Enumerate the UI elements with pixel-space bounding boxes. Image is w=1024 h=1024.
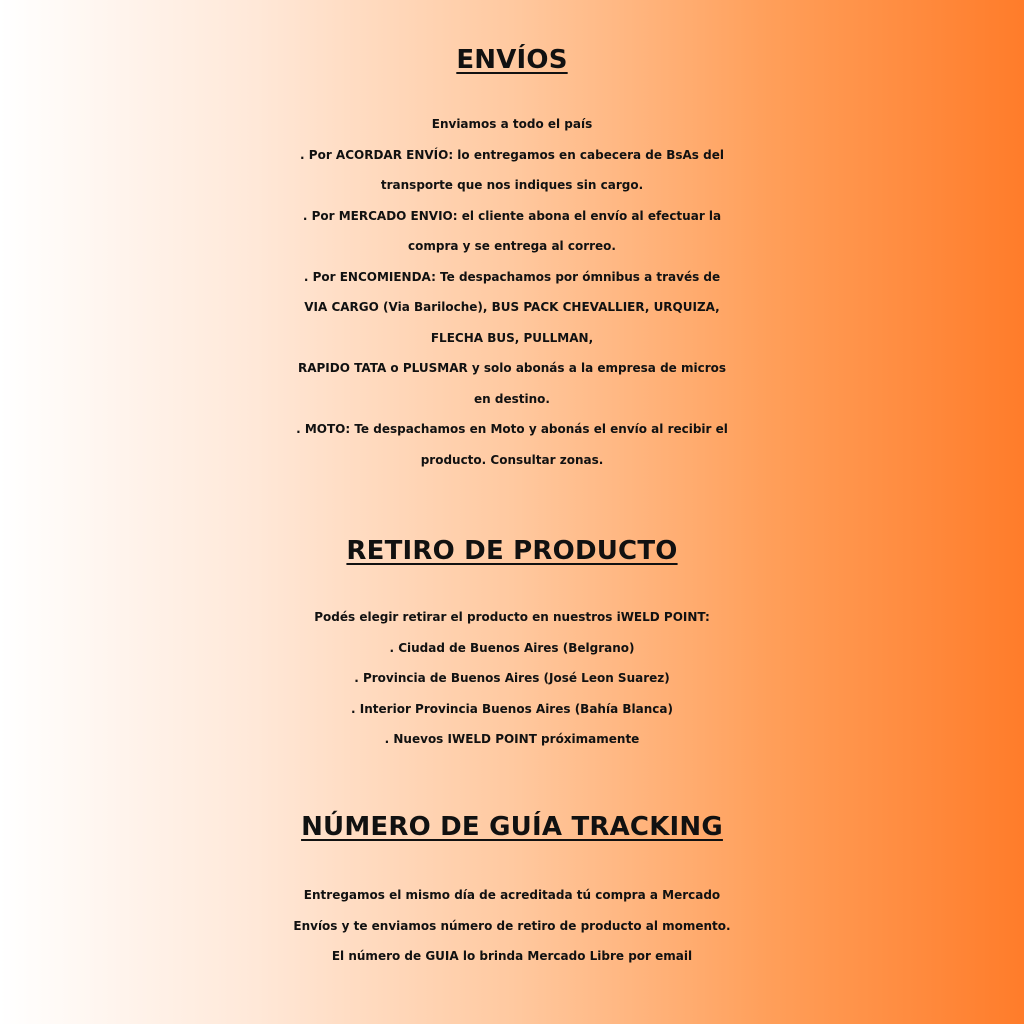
guia-section — [0, 810, 1024, 972]
envios-line: en destino. — [474, 391, 550, 406]
envios-line: Enviamos a todo el país — [431, 117, 593, 131]
envios-line: producto. Consultar zonas. — [420, 452, 604, 467]
envios-line: . Por ENCOMIENDA: Te despachamos por ómnibus a través de — [303, 269, 721, 284]
envios-line: compra y se entrega al correo. — [408, 239, 616, 253]
retiro-title: RETIRO DE PRODUCTO — [346, 536, 678, 566]
envios-line: . MOTO: Te despachamos en Moto y abonás el envío al recibir el — [296, 422, 728, 436]
retiro-line: . Ciudad de Buenos Aires (Belgrano) — [389, 640, 635, 655]
guia-line: Envíos y te enviamos número de retiro de producto al momento. — [293, 918, 731, 933]
retiro-body — [0, 602, 1024, 755]
envios-line: . Por ACORDAR ENVÍO: lo entregamos en cabecera de BsAs del — [300, 147, 724, 162]
envios-line: RAPIDO TATA o PLUSMAR y solo abonás a la empresa de micros — [297, 361, 727, 375]
envios-title: ENVÍOS — [456, 45, 568, 75]
envios-line: FLECHA BUS, PULLMAN, — [430, 330, 594, 345]
guia-title: NÚMERO DE GUÍA TRACKING — [301, 812, 723, 842]
guia-line: Entregamos el mismo día de acreditada tú compra a Mercado — [303, 888, 721, 902]
retiro-line: Podés elegir retirar el producto en nuestros iWELD POINT: — [314, 610, 710, 624]
envios-line: VIA CARGO (Via Bariloche), BUS PACK CHEVALLIER, URQUIZA, — [304, 300, 720, 314]
retiro-line: . Interior Provincia Buenos Aires (Bahía Blanca) — [351, 701, 673, 716]
envios-line: . Por MERCADO ENVIO: el cliente abona el envío al efectuar la — [302, 208, 722, 223]
envios-body — [0, 109, 1024, 475]
envios-section — [0, 43, 1024, 475]
guia-line: El número de GUIA lo brinda Mercado Libre por email — [331, 949, 693, 963]
envios-line: transporte que nos indiques sin cargo. — [380, 178, 644, 192]
retiro-line: . Provincia de Buenos Aires (José Leon Suarez) — [354, 671, 670, 685]
retiro-section — [0, 534, 1024, 755]
guia-body — [0, 880, 1024, 972]
retiro-line: . Nuevos IWELD POINT próximamente — [384, 732, 640, 746]
